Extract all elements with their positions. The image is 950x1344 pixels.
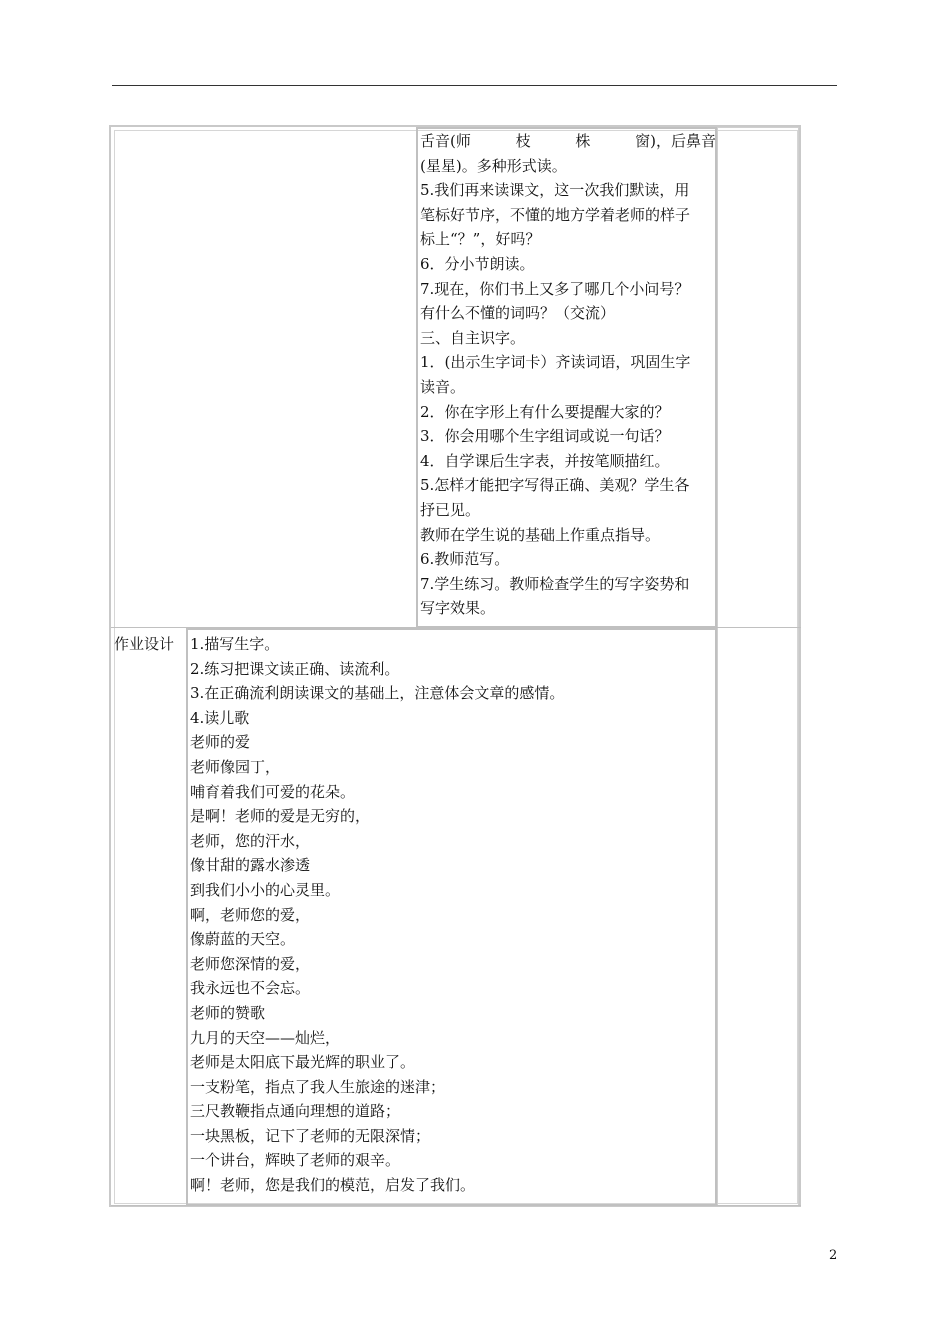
homework-line: 3.在正确流利朗读课文的基础上，注意体会文章的感情。	[190, 684, 565, 703]
steps-line: 7.学生练习。教师检查学生的写字姿势和	[420, 574, 690, 593]
homework-line: 是啊！老师的爱是无穷的，	[190, 807, 371, 826]
steps-line: 抒已见。	[420, 500, 481, 519]
steps-line: 教师在学生说的基础上作重点指导。	[420, 525, 661, 544]
homework-line: 到我们小小的心灵里。	[190, 880, 341, 899]
steps-line: 4．自学课后生字表，并按笔顺描红。	[420, 451, 670, 470]
homework-line: 啊，老师您的爱，	[190, 905, 311, 924]
homework-line: 一个讲台，辉映了老师的艰辛。	[190, 1151, 401, 1170]
bottom-divider	[111, 1205, 801, 1206]
homework-line: 哺育着我们可爱的花朵。	[190, 782, 356, 801]
homework-line: 老师像园丁，	[190, 757, 281, 776]
steps-line: 5.我们再来读课文，这一次我们默读，用	[420, 181, 690, 200]
teaching-steps-text	[420, 129, 716, 621]
steps-line: 读音。	[420, 377, 466, 396]
homework-line: 一块黑板，记下了老师的无限深情；	[190, 1126, 431, 1145]
steps-line: 7.现在，你们书上又多了哪几个小问号？	[420, 279, 690, 298]
steps-line: 2．你在字形上有什么要提醒大家的？	[420, 402, 670, 421]
homework-line: 老师的爱	[190, 733, 251, 752]
steps-line-0: 舌音(师 枝 株 窗)，后鼻音	[420, 132, 716, 150]
steps-line: 笔标好节序，不懂的地方学着老师的样子	[420, 205, 691, 224]
homework-line: 老师您深情的爱，	[190, 954, 311, 973]
homework-line: 老师的赞歌	[190, 1003, 266, 1022]
steps-line: 标上“？”，好吗？	[420, 230, 541, 249]
homework-line: 啊！老师，您是我们的模范，启发了我们。	[190, 1176, 476, 1195]
homework-line: 三尺教鞭指点通向理想的道路；	[190, 1102, 401, 1121]
steps-line: 3．你会用哪个生字组词或说一句话？	[420, 427, 670, 446]
homework-line: 老师，您的汗水，	[190, 831, 311, 850]
steps-line: 有什么不懂的词吗？（交流）	[420, 304, 616, 323]
homework-line: 4.读儿歌	[190, 708, 250, 727]
steps-line: 5.怎样才能把字写得正确、美观？学生各	[420, 476, 690, 495]
homework-label: 作业设计	[114, 635, 175, 653]
homework-line: 九月的天空——灿烂，	[190, 1028, 341, 1047]
homework-line: 老师是太阳底下最光辉的职业了。	[190, 1053, 416, 1072]
homework-line: 像蔚蓝的天空。	[190, 930, 296, 949]
steps-line: 写字效果。	[420, 599, 496, 618]
homework-line: 1.描写生字。	[190, 635, 280, 653]
steps-line: (星星)。多种形式读。	[420, 156, 567, 175]
page-number: 2	[829, 1248, 838, 1263]
steps-line: 6．分小节朗读。	[420, 254, 535, 273]
homework-line: 2.练习把课文读正确、读流利。	[190, 659, 400, 678]
steps-line: 三、自主识字。	[420, 328, 526, 347]
row-divider	[111, 627, 801, 628]
steps-line: 6.教师范写。	[420, 550, 510, 569]
steps-line: 1．(出示生字词卡）齐读词语，巩固生字	[420, 353, 691, 372]
notes-column-cell	[717, 127, 799, 1206]
homework-line: 我永远也不会忘。	[190, 979, 311, 998]
header-rule	[112, 85, 837, 86]
homework-line: 像甘甜的露水渗透	[190, 856, 311, 875]
homework-text	[190, 632, 715, 1198]
homework-line: 一支粉笔，指点了我人生旅途的迷津；	[190, 1077, 446, 1096]
